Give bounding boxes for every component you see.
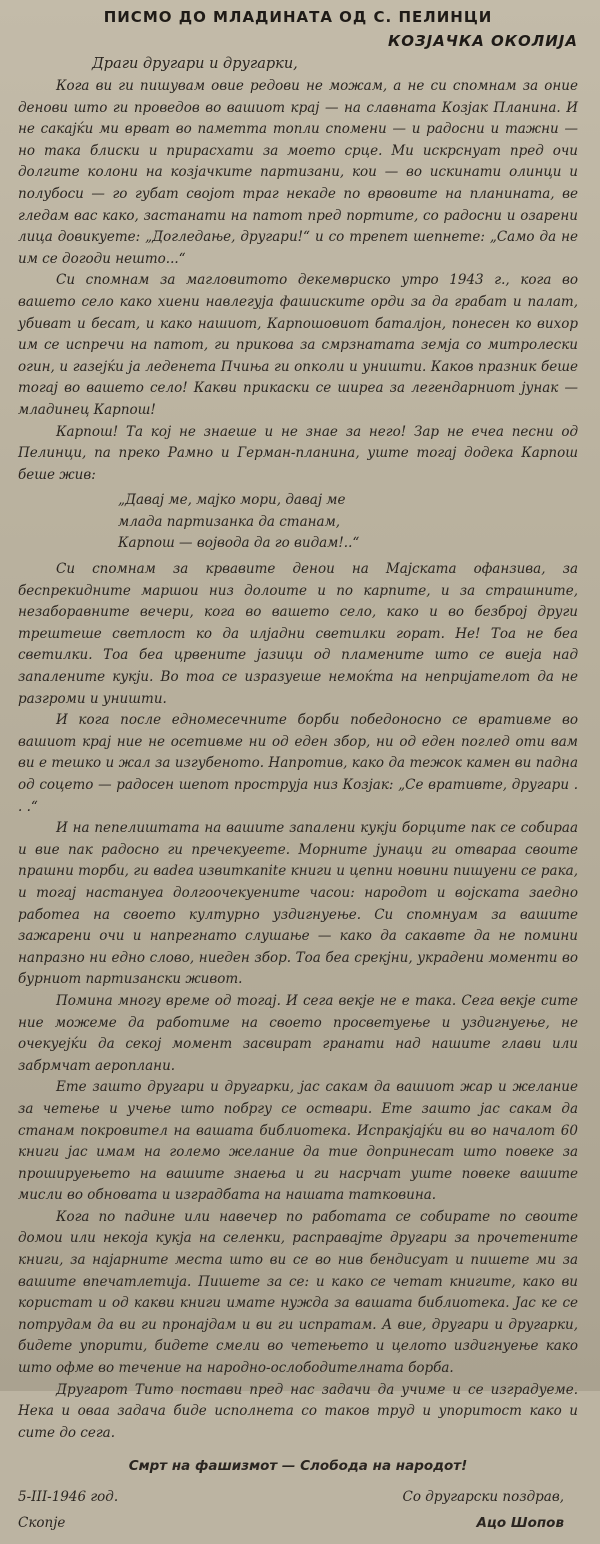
letter-title: ПИСМО ДО МЛАДИНАТА ОД С. ПЕЛИНЦИ	[103, 8, 493, 26]
paragraph: Помина многу време од тогај. И сега векје не е така. Сега векје сите ние можеме да работиме на своето просветуење и уздигнуење, не очекуејќи да секој момент засвират гранати над нашите глави или забрмчат аероплани.	[18, 992, 578, 1074]
signature: Ацо Шопов	[476, 1515, 564, 1532]
date: 5-III-1946 год.	[18, 1489, 119, 1506]
letter	[18, 8, 578, 1544]
paragraph: Кога по падине или навечер по работата се собирате по своите домои или некоја кукја на селенки, расправајте другари за прочетените книги, за најарните места што ви се во нив бендисуат и пишете ми за вашите впечатлетија. Пишете за се: и како се четат книгите, како ви користат и од какви книги имате нужда за вашата библиотека. Јас ке се потрудам да ви ги пронајдам и ви ги испратам. А вие, другари и другарки, бидете упорити, бидете смели во четењето и целото издигнуење како што офме во течение на народно-ослободителната борба.	[18, 1208, 578, 1377]
paragraph: И на пепелиштата на вашите запалени кукји борците пак се собираа и вие пак радосно ги пречекуеете. Морните јунаци ги отвараа своите прашни торби, ги ваdea извиткаnite книги и цепни новини пишуени се рака, и тогај настануеа долгоочекуените часои: народот и војската заедно работеа на своето културно уздигнуење. Си спомнуам за вашите зажарени очи и напрегнато слушање — како да сакавте да не помини напразно ни едно слово, ниеден збор. Тоа беа срекјни, украдени моменти во бурниот партизански живот.	[18, 820, 578, 988]
slogan: Смрт на фашизмот — Слобода на народот!	[128, 1458, 468, 1475]
letter-footer	[18, 1484, 578, 1544]
poem	[118, 490, 578, 555]
poem-line: „Давај ме, мајко мори, давај ме	[118, 492, 346, 509]
paragraph: Си спомнам за крвавите денои на Мајската офанзива, за беспрекидните маршои низ долоите и по карпите, и за страшните, незаборавните вечери, кога во вашето село, како и во безброј други трештеше светлост ко да илјадни светилки горат. Не! Тоа не беа светилки. Тоа беа црвените јазици од пламените што се виеја над запалените кукји. Во тоа се изразуеше немоќта на непријателот да не разгроми и уништи.	[18, 561, 578, 707]
paragraph: Карпош! Та кој не знаеше и не знае за него! Зар не ечеа песни од Пелинци, па преко Рамно и Герман-планина, уште тогај додека Карпош беше жив:	[18, 423, 578, 483]
poem-line: млада партизанка да станам,	[118, 513, 341, 530]
paragraph: Си спомнам за магловитото декемвриско утро 1943 г., кога во вашето село како хиени навлегуја фашиските орди за да грабат и палат, убиват и бесат, и како нашиот, Карпошовиот баталјон, понесен ко вихор им се испречи на патот, ги прикова за смрзнатата земја со митролески огин, и газејќи ја леденета Пчиња ги опколи и уништи. Каков празник беше тогај во вашето село! Какви прикаски се ширеа за легендарниот јунак — младинец Карпош!	[18, 272, 578, 418]
signature-block	[403, 1484, 564, 1536]
paragraph: Кога ви ги пишувам овие редови не можам, а не си спомнам за оние денови што ги проведов во вашиот крај — на славната Козјак Планина. И не сакајќи ми врват во паметта топли спомени — и радосни и тажни — но така блиски и прирасхати за моето срце. Ми искрснуат пред очи долгите колони на козјачките партизани, кои — во искинати олинци и полубоси — го губат својот траг некаде по врвовите на планината, ве гледам вас како, застанати на патот пред портите, со радосни и озарени лица довикуете: „Догледање, другари!“ и со трепет шепнете: „Само да не им се догоди нешто...“	[18, 78, 578, 267]
salutation: Драги другари и другарки,	[92, 56, 298, 72]
place: Скопје	[18, 1515, 66, 1532]
poem-line: Карпош — војвода да го видам!..“	[118, 535, 360, 552]
paragraph: И кога после едномесечните борби победоносно се вративме во вашиот крај ние не осетивме ни од еден збор, ни од еден поглед оти вам ви е тешко и жал за изгубеното. Напротив, како да тежок камен ви падна од соцето — радосен шепот проструја низ Козјак: „Се вративте, другари . . .“	[18, 712, 578, 815]
greeting: Со другарски поздрав,	[402, 1489, 564, 1506]
letter-subtitle: КОЗЈАЧКА ОКОЛИЈА	[387, 32, 578, 50]
paragraph: Другарот Тито постави пред нас задачи да учиме и се изградуеме. Нека и оваа задача биде исполнета со таков труд и упоритост како и сите до сега.	[18, 1381, 578, 1441]
paragraph: Ете зашто другари и другарки, јас сакам да вашиот жар и желание за четење и учење што побргу се оствари. Ете зашто јас сакам да станам покровител на вашата библиотека. Испракјајќи ви во началот 60 книги јас имам нa големо желание да тие допринесат што повеке за прошируењето на вашите знаења и ги насрчат уште повеке вашите мисли во обновата и изградбата на нашата татковина.	[18, 1079, 578, 1204]
date-place	[18, 1484, 118, 1536]
